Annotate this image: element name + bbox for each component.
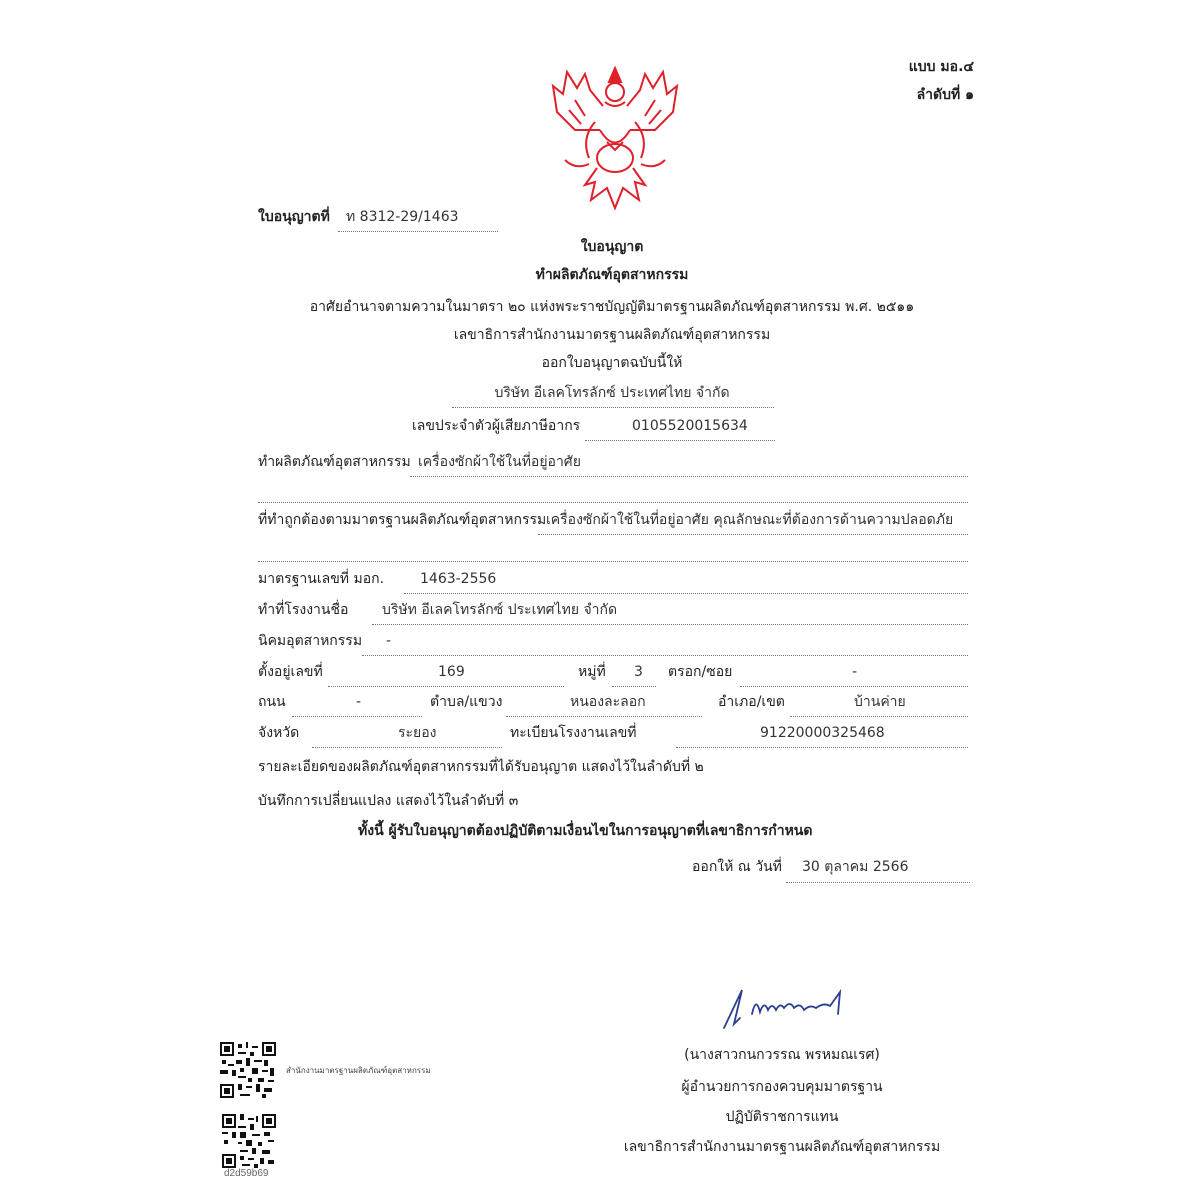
standard-desc-line-2 (258, 561, 968, 562)
standard-no-value: 1463-2556 (420, 571, 497, 587)
tax-id-label: เลขประจำตัวผู้เสียภาษีอากร (412, 418, 581, 434)
issued-label: ออกให้ ณ วันที่ (692, 859, 782, 875)
signature-icon (712, 978, 862, 1034)
preamble-line-1: อาศัยอำนาจตามความในมาตรา ๒๐ แห่งพระราชบัญญัติมาตรฐานผลิตภัณฑ์อุตสาหกรรม พ.ศ. ๒๕๑๑ (309, 299, 915, 315)
tax-id-line (585, 440, 775, 441)
estate-line (362, 655, 968, 656)
license-no-value: ท 8312-29/1463 (346, 209, 459, 225)
address-moo-value: 3 (634, 664, 643, 680)
address-road-label: ถนน (258, 694, 286, 710)
product-value: เครื่องซักผ้าใช้ในที่อยู่อาศัย (418, 454, 581, 470)
license-no-label: ใบอนุญาตที่ (258, 209, 330, 225)
address-province-line (312, 747, 502, 748)
estate-value: - (386, 633, 392, 649)
preamble-line-3: ออกใบอนุญาตฉบับนี้ให้ (541, 355, 683, 371)
doc-subtitle: ทำผลิตภัณฑ์อุตสาหกรรม (535, 267, 689, 283)
address-subdistrict-label: ตำบล/แขวง (430, 694, 503, 710)
detail-note: รายละเอียดของผลิตภัณฑ์อุตสาหกรรมที่ได้รับอนุญาต แสดงไว้ในลำดับที่ ๒ (258, 759, 704, 775)
address-subdistrict-line (506, 716, 702, 717)
changes-note: บันทึกการเปลี่ยนแปลง แสดงไว้ในลำดับที่ ๓ (258, 793, 519, 809)
issued-line (786, 882, 970, 883)
preamble-line-2: เลขาธิการสำนักงานมาตรฐานผลิตภัณฑ์อุตสาหกรรม (453, 327, 771, 343)
issued-date: 30 ตุลาคม 2566 (802, 859, 909, 875)
standard-no-label: มาตรฐานเลขที่ มอก. (258, 571, 385, 587)
standard-desc-value: เครื่องซักผ้าใช้ในที่อยู่อาศัย คุณลักษณะที่ต้องการด้านความปลอดภัย (546, 512, 954, 528)
address-road-value: - (356, 694, 362, 710)
tax-id-value: 0105520015634 (632, 418, 748, 434)
address-province-value: ระยอง (398, 725, 437, 741)
license-no-line (338, 231, 498, 232)
qr-code-verify-icon (222, 1114, 276, 1168)
address-province-label: จังหวัด (258, 725, 300, 741)
address-subdistrict-value: หนองละลอก (570, 694, 646, 710)
garuda-emblem-icon (545, 60, 685, 212)
standard-desc-line (538, 534, 968, 535)
factory-reg-line (676, 747, 968, 748)
factory-reg-value: 91220000325468 (760, 725, 885, 741)
address-district-line (790, 716, 968, 717)
address-moo-label: หมู่ที่ (578, 664, 606, 680)
factory-label: ทำที่โรงงานชื่อ (258, 602, 349, 618)
factory-line (372, 624, 968, 625)
product-line (410, 476, 968, 477)
address-moo-line (612, 686, 656, 687)
condition-note: ทั้งนี้ ผู้รับใบอนุญาตต้องปฏิบัติตามเงื่อนไขในการอนุญาตที่เลขาธิการกำหนด (358, 823, 813, 839)
product-label: ทำผลิตภัณฑ์อุตสาหกรรม (258, 454, 411, 470)
address-district-value: บ้านค่าย (854, 694, 906, 710)
factory-value: บริษัท อีเลคโทรลักซ์ ประเทศไทย จำกัด (382, 602, 618, 618)
address-soi-value: - (852, 664, 858, 680)
doc-title: ใบอนุญาต (580, 239, 644, 255)
signer-acting: ปฏิบัติราชการแทน (725, 1109, 839, 1125)
address-no-label: ตั้งอยู่เลขที่ (258, 664, 323, 680)
licensee-name: บริษัท อีเลคโทรลักซ์ ประเทศไทย จำกัด (494, 385, 730, 401)
signer-name: (นางสาวกนกวรรณ พรหมณเรศ) (684, 1047, 880, 1063)
address-district-label: อำเภอ/เขต (718, 694, 785, 710)
standard-no-line (404, 593, 968, 594)
qr-code-icon (220, 1042, 276, 1098)
form-code: แบบ มอ.๔ (908, 59, 974, 75)
address-no-line (328, 686, 564, 687)
address-soi-line (740, 686, 968, 687)
factory-reg-label: ทะเบียนโรงงานเลขที่ (510, 725, 637, 741)
address-road-line (292, 716, 422, 717)
licensee-line (452, 407, 774, 408)
product-line-2 (258, 502, 968, 503)
address-no-value: 169 (438, 664, 465, 680)
signer-position: ผู้อำนวยการกองควบคุมมาตรฐาน (681, 1079, 883, 1095)
qr-agency-label: สำนักงานมาตรฐานผลิตภัณฑ์อุตสาหกรรม (286, 1066, 431, 1075)
standard-desc-label: ที่ทำถูกต้องตามมาตรฐานผลิตภัณฑ์อุตสาหกรรม (258, 512, 547, 528)
address-soi-label: ตรอก/ซอย (668, 664, 733, 680)
estate-label: นิคมอุตสาหกรรม (258, 633, 363, 649)
signer-office: เลขาธิการสำนักงานมาตรฐานผลิตภัณฑ์อุตสาหกรรม (623, 1139, 941, 1155)
qr-code-text: d2d59b69 (224, 1168, 269, 1179)
form-order: ลำดับที่ ๑ (916, 87, 974, 103)
